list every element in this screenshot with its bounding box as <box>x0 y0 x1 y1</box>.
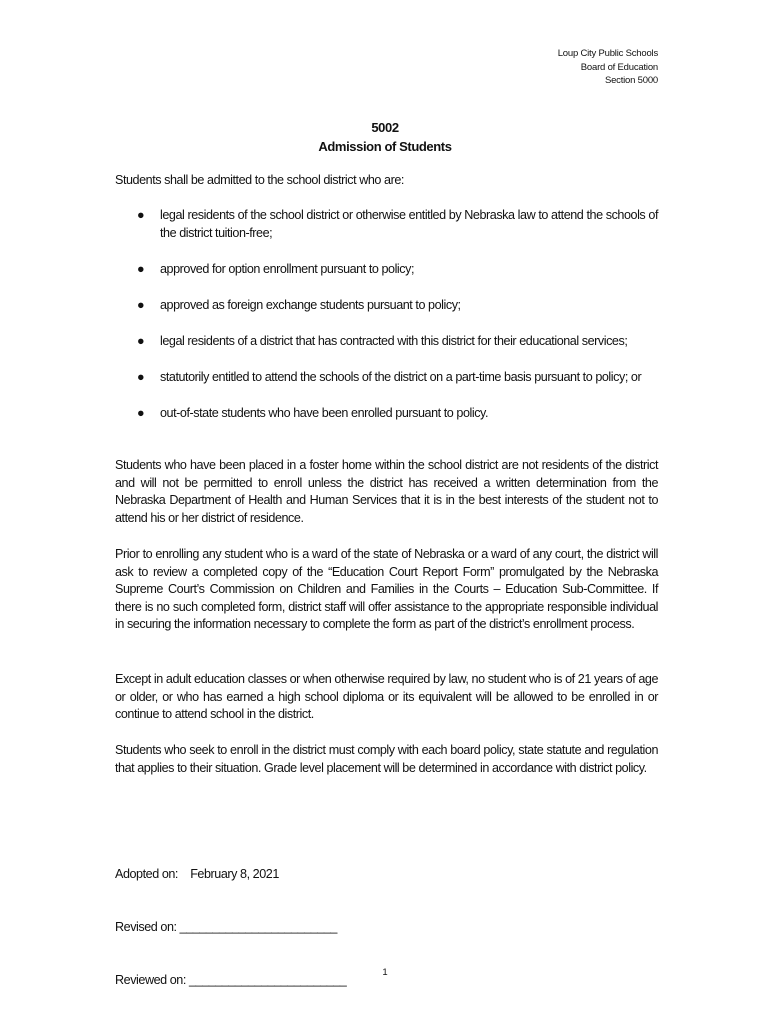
reviewed-label: Reviewed on: <box>115 972 186 987</box>
bullet-icon: ● <box>137 406 145 421</box>
list-item <box>115 333 658 351</box>
list-item <box>115 369 658 387</box>
list-item <box>115 297 658 315</box>
bullet-icon: ● <box>137 369 145 384</box>
bullet-icon: ● <box>137 333 145 348</box>
bullet-icon: ● <box>137 261 145 276</box>
policy-number: 5002 <box>371 120 399 135</box>
list-item <box>115 207 658 242</box>
revised-label: Revised on: <box>115 919 177 934</box>
ward-of-state-paragraph: Prior to enrolling any student who is a ward of the state of Nebraska or a ward of any court, the district will ask to review a completed copy of the “Education Court Report Form” promulgated by the Nebraska Supreme Court’s Commission on Children and Families in the Courts – Education Sub-Committee. If there is no such completed form, district staff will offer assistance to the appropriate responsible individual in securing the information necessary to complete the form as part of the district’s enrollment process. <box>115 547 658 632</box>
bullet-icon: ● <box>137 208 145 222</box>
age-limit-paragraph: Except in adult education classes or when otherwise required by law, no student who is of 21 years of age or older, or who has earned a high school diploma or its equivalent will be allowed to be enrolled in or continue to attend school in the district. <box>115 672 658 722</box>
list-item-text: out-of-state students who have been enrolled pursuant to policy. <box>160 406 489 421</box>
revised-blank-line: ________________________ <box>179 919 337 934</box>
revised-row <box>115 919 346 937</box>
header-district-name: Loup City Public Schools <box>557 48 658 59</box>
header-section: Section 5000 <box>604 75 658 86</box>
compliance-paragraph: Students who seek to enroll in the district must comply with each board policy, state statute and regulation that applies to their situation. Grade level placement will be determined in accordance with district policy. <box>115 743 658 775</box>
adoption-record <box>115 831 346 1025</box>
list-item-text: approved as foreign exchange students pursuant to policy; <box>160 297 461 312</box>
policy-title: Admission of Students <box>318 139 452 154</box>
list-item-text: approved for option enrollment pursuant to policy; <box>160 261 415 276</box>
policy-title-block <box>0 118 770 156</box>
adopted-row <box>115 866 346 884</box>
list-item <box>115 261 658 279</box>
intro-paragraph: Students shall be admitted to the school district who are: <box>115 173 404 187</box>
list-item-text: legal residents of the school district or otherwise entitled by Nebraska law to attend the schools of the district tuition-free; <box>160 208 658 240</box>
foster-home-paragraph: Students who have been placed in a foster home within the school district are not residents of the district and will not be permitted to enroll unless the district has received a written determination from the Nebraska Department of Health and Human Services that it is in the best interests of the student not to attend his or her district of residence. <box>115 458 658 525</box>
bullet-icon: ● <box>137 297 145 312</box>
admission-criteria-list <box>115 207 658 441</box>
adopted-date: February 8, 2021 <box>190 867 279 882</box>
list-item-text: legal residents of a district that has contracted with this district for their educational services; <box>160 333 628 348</box>
document-header <box>558 47 658 88</box>
list-item-text: statutorily entitled to attend the schools of the district on a part-time basis pursuant to policy; or <box>160 369 642 384</box>
page-number: 1 <box>382 967 388 978</box>
adopted-label: Adopted on: <box>115 867 178 882</box>
reviewed-blank-line: ________________________ <box>188 972 347 987</box>
list-item <box>115 405 658 423</box>
header-board-name: Board of Education <box>580 61 658 73</box>
